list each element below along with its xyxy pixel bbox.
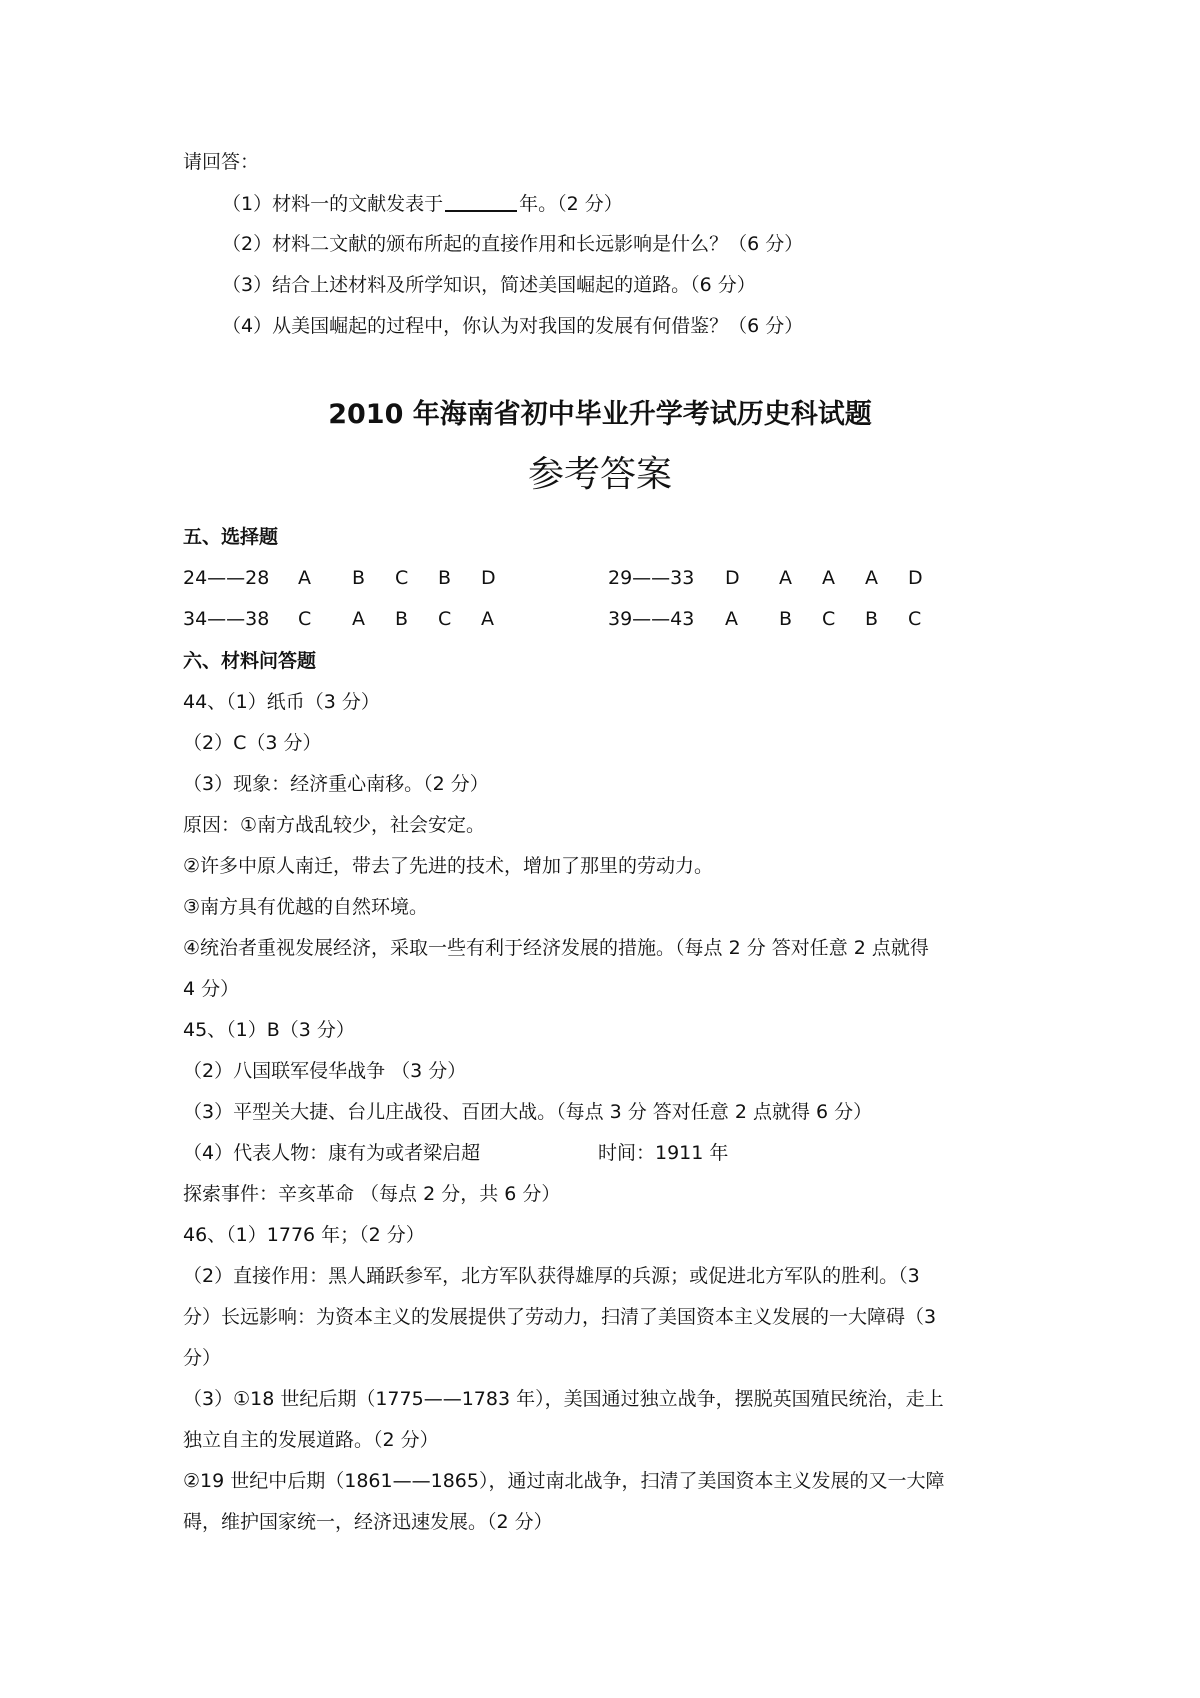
question-1-tail: 年。（2 分） xyxy=(519,193,623,215)
question-4: （4）从美国崛起的过程中，你认为对我国的发展有何借鉴？（6 分） xyxy=(222,315,804,337)
answer-line: （2）直接作用：黑人踊跃参军，北方军队获得雄厚的兵源；或促进北方军队的胜利。（3 xyxy=(183,1265,920,1287)
answer-choice: B xyxy=(438,567,452,589)
question-3: （3）结合上述材料及所学知识，简述美国崛起的道路。（6 分） xyxy=(222,274,756,296)
answer-choice: B xyxy=(865,608,879,630)
answer-line: ④统治者重视发展经济，采取一些有利于经济发展的措施。（每点 2 分 答对任意 2 点就得 xyxy=(183,937,929,959)
answer-line: （4）代表人物：康有为或者梁启超 xyxy=(183,1142,481,1164)
answer-range: 29——33 xyxy=(608,567,695,589)
answer-line: （3）平型关大捷、台儿庄战役、百团大战。（每点 3 分 答对任意 2 点就得 6 分） xyxy=(183,1101,873,1123)
question-1 xyxy=(222,190,623,217)
answer-choice: A xyxy=(481,608,494,630)
question-1-text: （1）材料一的文献发表于 xyxy=(222,193,444,215)
answer-range: 34——38 xyxy=(183,608,270,630)
answer-line: 46、（1）1776 年；（2 分） xyxy=(183,1224,425,1246)
answer-line: ②许多中原人南迁，带去了先进的技术，增加了那里的劳动力。 xyxy=(183,855,714,877)
answer-choice: C xyxy=(438,608,452,630)
answer-choice: A xyxy=(779,567,792,589)
answer-row xyxy=(0,606,1200,632)
answer-choice: A xyxy=(865,567,878,589)
answer-choice: D xyxy=(481,567,496,589)
answer-line: 45、（1）B（3 分） xyxy=(183,1019,355,1041)
answer-line: （3）①18 世纪后期（1775——1783 年），美国通过独立战争，摆脱英国殖民统治，走上 xyxy=(183,1388,944,1410)
document-subtitle: 参考答案 xyxy=(527,454,672,495)
document-title: 2010 年海南省初中毕业升学考试历史科试题 xyxy=(328,399,872,430)
answer-choice: D xyxy=(908,567,923,589)
answer-choice: A xyxy=(352,608,365,630)
answer-prompt: 请回答： xyxy=(183,151,260,173)
answer-range: 39——43 xyxy=(608,608,695,630)
section-5-heading: 五、选择题 xyxy=(183,526,279,548)
section-6-heading: 六、材料问答题 xyxy=(183,650,317,672)
answer-line: 碍，维护国家统一，经济迅速发展。（2 分） xyxy=(183,1511,553,1533)
answer-choice: D xyxy=(725,567,740,589)
answer-blank xyxy=(445,190,517,212)
answer-choice: C xyxy=(298,608,312,630)
answer-line: （2）八国联军侵华战争 （3 分） xyxy=(183,1060,467,1082)
answer-choice: A xyxy=(298,567,311,589)
answer-choice: A xyxy=(725,608,738,630)
answer-line: 分）长远影响：为资本主义的发展提供了劳动力，扫清了美国资本主义发展的一大障碍（3 xyxy=(183,1306,937,1328)
answer-choice: B xyxy=(395,608,409,630)
answer-choice: C xyxy=(822,608,836,630)
answer-line: ②19 世纪中后期（1861——1865），通过南北战争，扫清了美国资本主义发展的又一大障 xyxy=(183,1470,945,1492)
answer-line: 探索事件：辛亥革命 （每点 2 分，共 6 分） xyxy=(183,1183,561,1205)
answer-line: 独立自主的发展道路。（2 分） xyxy=(183,1429,439,1451)
answer-line: 时间：1911 年 xyxy=(598,1142,729,1164)
answer-choice: B xyxy=(779,608,793,630)
answer-row xyxy=(0,565,1200,591)
answer-line: （2）C（3 分） xyxy=(183,732,322,754)
answer-choice: C xyxy=(395,567,409,589)
answer-choice: A xyxy=(822,567,835,589)
answer-choice: B xyxy=(352,567,366,589)
answer-line: 4 分） xyxy=(183,978,240,1000)
question-2: （2）材料二文献的颁布所起的直接作用和长远影响是什么？（6 分） xyxy=(222,233,804,255)
answer-line: 原因：①南方战乱较少，社会安定。 xyxy=(183,814,486,836)
answer-line: ③南方具有优越的自然环境。 xyxy=(183,896,429,918)
answer-line: 44、（1）纸币（3 分） xyxy=(183,691,380,713)
answer-line: 分） xyxy=(183,1347,222,1369)
answer-choice: C xyxy=(908,608,922,630)
answer-line: （3）现象：经济重心南移。（2 分） xyxy=(183,773,489,795)
answer-range: 24——28 xyxy=(183,567,270,589)
